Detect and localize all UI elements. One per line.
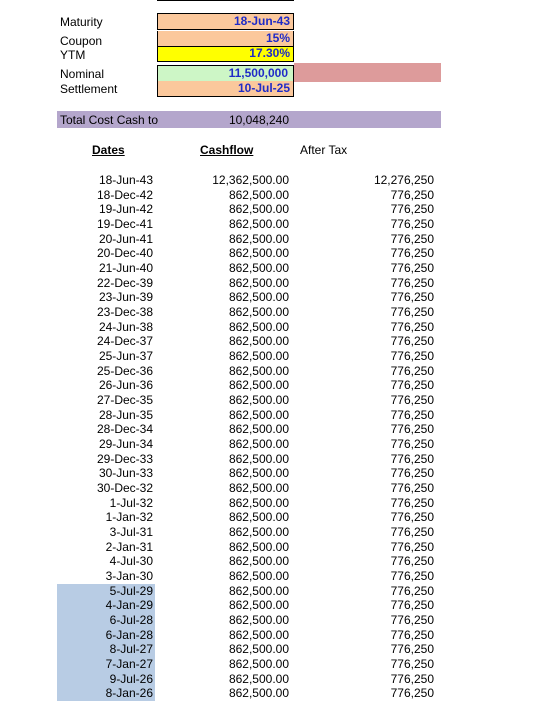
cashflow-cell[interactable]: 862,500.00	[228, 217, 289, 231]
maturity-label: Maturity	[60, 15, 103, 29]
table-row	[0, 422, 540, 437]
after-tax-cell[interactable]: 776,250	[390, 525, 434, 540]
after-tax-cell[interactable]: 776,250	[390, 627, 434, 642]
date-cell[interactable]: 25-Jun-37	[98, 349, 153, 364]
nominal-cell[interactable]: 11,500,000	[157, 65, 294, 82]
after-tax-cell[interactable]: 776,250	[390, 481, 434, 496]
cashflow-cell[interactable]: 862,500.00	[228, 363, 289, 378]
cashflow-cell[interactable]: 862,500.00	[228, 422, 289, 437]
date-cell[interactable]: 19-Jun-42	[98, 202, 153, 217]
after-tax-cell[interactable]: 776,250	[390, 437, 434, 452]
table-row	[0, 672, 540, 687]
cashflow-cell[interactable]: 862,500.00	[228, 510, 289, 525]
after-tax-cell[interactable]: 776,250	[390, 466, 434, 481]
date-cell[interactable]: 4-Jul-30	[109, 554, 153, 569]
cashflow-cell[interactable]: 862,500.00	[228, 583, 289, 598]
cashflow-cell[interactable]: 862,500.00	[228, 261, 289, 276]
table-row	[0, 320, 540, 335]
table-row	[0, 686, 540, 701]
cashflow-cell[interactable]: 862,500.00	[228, 319, 289, 334]
table-row	[0, 598, 540, 613]
after-tax-cell[interactable]: 776,250	[390, 231, 434, 246]
cashflow-cell[interactable]: 862,500.00	[228, 437, 289, 452]
after-tax-cell[interactable]: 776,250	[390, 554, 434, 569]
cashflow-cell[interactable]: 862,500.00	[228, 290, 289, 305]
date-cell[interactable]: 9-Jul-26	[57, 672, 155, 687]
cashflow-cell[interactable]: 862,500.00	[228, 393, 289, 408]
date-cell[interactable]: 18-Dec-42	[96, 187, 153, 202]
table-row	[0, 261, 540, 276]
after-tax-cell[interactable]: 776,250	[390, 187, 434, 202]
date-cell[interactable]: 18-Jun-43	[98, 173, 153, 187]
date-cell[interactable]: 29-Dec-33	[96, 451, 153, 466]
date-cell[interactable]: 30-Dec-32	[96, 481, 153, 496]
table-row	[0, 232, 540, 247]
after-tax-cell[interactable]: 776,250	[390, 261, 434, 276]
total-cost-label: Total Cost Cash to	[60, 113, 159, 127]
table-row	[0, 496, 540, 511]
cashflow-cell[interactable]: 862,500.00	[228, 671, 289, 686]
cashflow-cell[interactable]: 862,500.00	[228, 657, 289, 672]
date-cell[interactable]: 22-Dec-39	[96, 275, 153, 290]
after-tax-cell[interactable]: 776,250	[390, 686, 434, 701]
after-tax-cell[interactable]: 776,250	[390, 422, 434, 437]
cashflow-cell[interactable]: 862,500.00	[228, 275, 289, 290]
table-row	[0, 305, 540, 320]
date-cell[interactable]: 6-Jan-28	[57, 628, 155, 643]
table-row	[0, 613, 540, 628]
cashflow-cell[interactable]: 862,500.00	[228, 246, 289, 261]
date-cell[interactable]: 8-Jan-26	[57, 686, 155, 701]
after-tax-header: After Tax	[300, 143, 348, 157]
coupon-cell[interactable]: 15%	[157, 31, 294, 47]
table-row	[0, 364, 540, 379]
date-cell[interactable]: 28-Dec-34	[96, 422, 153, 437]
after-tax-cell[interactable]: 776,250	[390, 451, 434, 466]
table-row	[0, 217, 540, 232]
cashflow-cell[interactable]: 862,500.00	[228, 598, 289, 613]
cashflow-cell[interactable]: 862,500.00	[228, 554, 289, 569]
after-tax-cell[interactable]: 12,276,250	[373, 173, 434, 187]
dates-header: Dates	[92, 143, 125, 157]
date-cell[interactable]: 29-Jun-34	[98, 437, 153, 452]
table-row	[0, 510, 540, 525]
after-tax-cell[interactable]: 776,250	[390, 275, 434, 290]
cashflow-cell[interactable]: 862,500.00	[228, 525, 289, 540]
after-tax-cell[interactable]: 776,250	[390, 407, 434, 422]
date-cell[interactable]: 4-Jan-29	[57, 598, 155, 613]
table-row	[0, 393, 540, 408]
date-cell[interactable]: 2-Jan-31	[105, 539, 153, 554]
cashflow-cell[interactable]: 862,500.00	[228, 334, 289, 349]
cashflow-cell[interactable]: 862,500.00	[228, 202, 289, 217]
after-tax-cell[interactable]: 776,250	[390, 319, 434, 334]
table-row	[0, 202, 540, 217]
cashflow-cell[interactable]: 862,500.00	[228, 495, 289, 510]
date-cell[interactable]: 3-Jan-30	[105, 569, 153, 584]
date-cell[interactable]: 26-Jun-36	[98, 378, 153, 393]
table-row	[0, 188, 540, 203]
date-cell[interactable]: 30-Jun-33	[98, 466, 153, 481]
after-tax-cell[interactable]: 776,250	[390, 495, 434, 510]
table-row	[0, 554, 540, 569]
after-tax-cell[interactable]: 776,250	[390, 246, 434, 261]
after-tax-cell[interactable]: 776,250	[390, 363, 434, 378]
table-row	[0, 246, 540, 261]
table-row	[0, 466, 540, 481]
table-row	[0, 276, 540, 291]
settlement-cell[interactable]: 10-Jul-25	[157, 81, 294, 97]
total-cost-value: 10,048,240	[228, 113, 289, 127]
after-tax-cell[interactable]: 776,250	[390, 217, 434, 231]
cashflow-cell[interactable]: 12,362,500.00	[212, 173, 289, 187]
nominal-label: Nominal	[60, 67, 105, 81]
date-cell[interactable]: 8-Jul-27	[57, 642, 155, 657]
cashflow-cell[interactable]: 862,500.00	[228, 686, 289, 701]
date-cell[interactable]: 24-Dec-37	[96, 334, 153, 349]
date-cell[interactable]: 6-Jul-28	[57, 613, 155, 628]
after-tax-cell[interactable]: 776,250	[390, 202, 434, 217]
date-cell[interactable]: 28-Jun-35	[98, 407, 153, 422]
date-cell[interactable]: 19-Dec-41	[96, 217, 153, 231]
maturity-cell[interactable]: 18-Jun-43	[157, 13, 294, 30]
date-cell[interactable]: 27-Dec-35	[96, 393, 153, 408]
cashflow-cell[interactable]: 862,500.00	[228, 231, 289, 246]
date-cell[interactable]: 20-Jun-41	[98, 231, 153, 246]
table-row	[0, 569, 540, 584]
cashflow-cell[interactable]: 862,500.00	[228, 613, 289, 628]
cashflow-cell[interactable]: 862,500.00	[228, 305, 289, 320]
after-tax-cell[interactable]: 776,250	[390, 290, 434, 305]
table-row	[0, 290, 540, 305]
cashflow-cell[interactable]: 862,500.00	[228, 187, 289, 202]
cashflow-cell[interactable]: 862,500.00	[228, 349, 289, 364]
table-row	[0, 525, 540, 540]
after-tax-cell[interactable]: 776,250	[390, 598, 434, 613]
cashflow-cell[interactable]: 862,500.00	[228, 407, 289, 422]
after-tax-cell[interactable]: 776,250	[390, 334, 434, 349]
table-row	[0, 349, 540, 364]
top-border	[157, 0, 294, 1]
table-row	[0, 628, 540, 643]
cashflow-cell[interactable]: 862,500.00	[228, 627, 289, 642]
table-row	[0, 642, 540, 657]
cashflow-cell[interactable]: 862,500.00	[228, 642, 289, 657]
date-cell[interactable]: 7-Jan-27	[57, 657, 155, 672]
cashflow-header: Cashflow	[200, 143, 254, 157]
table-row	[0, 657, 540, 672]
date-cell[interactable]: 24-Jun-38	[98, 319, 153, 334]
table-row	[0, 584, 540, 599]
coupon-label: Coupon	[60, 34, 103, 48]
ytm-cell[interactable]: 17.30%	[157, 47, 294, 62]
after-tax-cell[interactable]: 776,250	[390, 378, 434, 393]
date-cell[interactable]: 5-Jul-29	[57, 584, 155, 599]
ytm-label: YTM	[60, 48, 86, 62]
after-tax-cell[interactable]: 776,250	[390, 510, 434, 525]
after-tax-cell[interactable]: 776,250	[390, 642, 434, 657]
cashflow-cell[interactable]: 862,500.00	[228, 569, 289, 584]
cashflow-cell[interactable]: 862,500.00	[228, 539, 289, 554]
cashflow-cell[interactable]: 862,500.00	[228, 378, 289, 393]
after-tax-cell[interactable]: 776,250	[390, 539, 434, 554]
date-cell[interactable]: 25-Dec-36	[96, 363, 153, 378]
table-row	[0, 334, 540, 349]
table-row	[0, 481, 540, 496]
after-tax-cell[interactable]: 776,250	[390, 305, 434, 320]
after-tax-cell[interactable]: 776,250	[390, 569, 434, 584]
settlement-label: Settlement	[60, 82, 118, 96]
after-tax-cell[interactable]: 776,250	[390, 349, 434, 364]
table-row	[0, 408, 540, 423]
date-cell[interactable]: 21-Jun-40	[98, 261, 153, 276]
cashflow-cell[interactable]: 862,500.00	[228, 451, 289, 466]
date-cell[interactable]: 23-Jun-39	[98, 290, 153, 305]
after-tax-cell[interactable]: 776,250	[390, 583, 434, 598]
table-row	[0, 540, 540, 555]
cashflow-cell[interactable]: 862,500.00	[228, 481, 289, 496]
date-cell[interactable]: 3-Jul-31	[109, 525, 153, 540]
table-row	[0, 378, 540, 393]
date-cell[interactable]: 1-Jul-32	[109, 495, 153, 510]
table-row	[0, 452, 540, 467]
after-tax-cell[interactable]: 776,250	[390, 393, 434, 408]
after-tax-cell[interactable]: 776,250	[390, 613, 434, 628]
table-row	[0, 437, 540, 452]
rose-highlight-bar	[294, 63, 441, 82]
date-cell[interactable]: 23-Dec-38	[96, 305, 153, 320]
date-cell[interactable]: 20-Dec-40	[96, 246, 153, 261]
date-cell[interactable]: 1-Jan-32	[105, 510, 153, 525]
after-tax-cell[interactable]: 776,250	[390, 657, 434, 672]
cashflow-cell[interactable]: 862,500.00	[228, 466, 289, 481]
table-row	[0, 173, 540, 188]
after-tax-cell[interactable]: 776,250	[390, 671, 434, 686]
